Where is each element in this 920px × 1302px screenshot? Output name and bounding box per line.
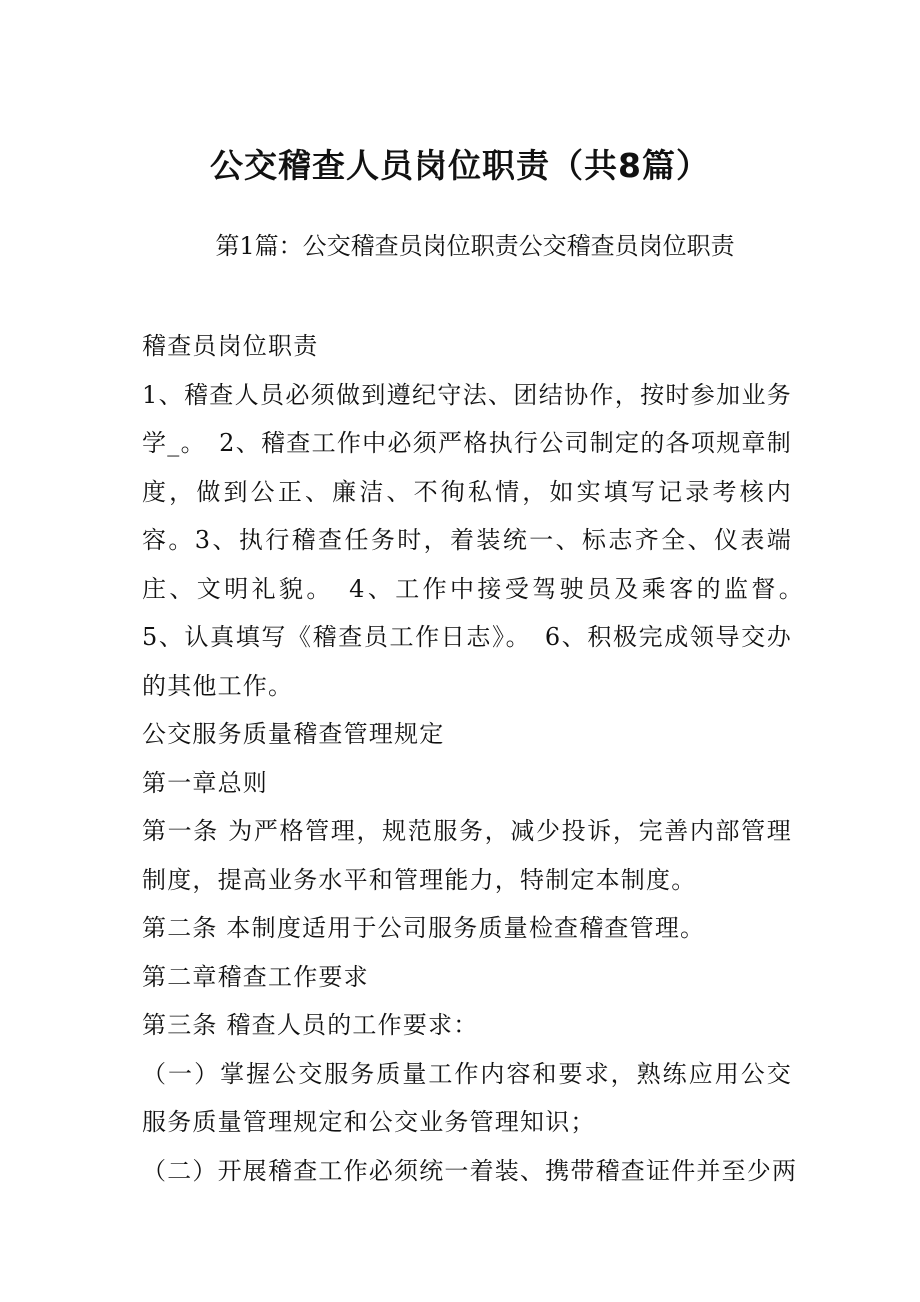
body-paragraph: 第二条 本制度适用于公司服务质量检查稽查管理。 [142,914,706,942]
chapter-heading: 第一章总则 [142,768,268,797]
section-heading: 稽查员岗位职责 [142,332,319,360]
body-paragraph: 第一条 为严格管理，规范服务，减少投诉，完善内部管理制度，提高业务水平和管理能力，特制定本制度。 [142,817,792,894]
document-title: 公交稽查人员岗位职责（共8篇） [210,146,710,185]
body-paragraph: 1、稽查人员必须做到遵纪守法、团结协作，按时参加业务学_。 2、稽查工作中必须严格执行公司制定的各项规章制度，做到公正、廉洁、不徇私情，如实填写记录考核内容。3、执行稽查任务时，着装统一、标志齐全、仪表端庄、文明礼貌。 4、工作中接受驾驶员及乘客的监督。 5、认真填写《稽查员工作日志》。 6、积极完成领导交办的其他工作。 [142,380,818,700]
body-paragraph: （一）掌握公交服务质量工作内容和要求，熟练应用公交服务质量管理规定和公交业务管理知识； [142,1059,792,1136]
document-body [142,322,818,1195]
body-paragraph: 第三条 稽查人员的工作要求： [142,1011,479,1039]
body-paragraph: （二）开展稽查工作必须统一着装、携带稽查证件并至少两 [142,1156,798,1185]
chapter-heading: 第二章稽查工作要求 [142,962,369,991]
section-heading: 公交服务质量稽查管理规定 [142,720,445,748]
document-subtitle: 第1篇：公交稽查员岗位职责公交稽查员岗位职责 [215,232,735,260]
